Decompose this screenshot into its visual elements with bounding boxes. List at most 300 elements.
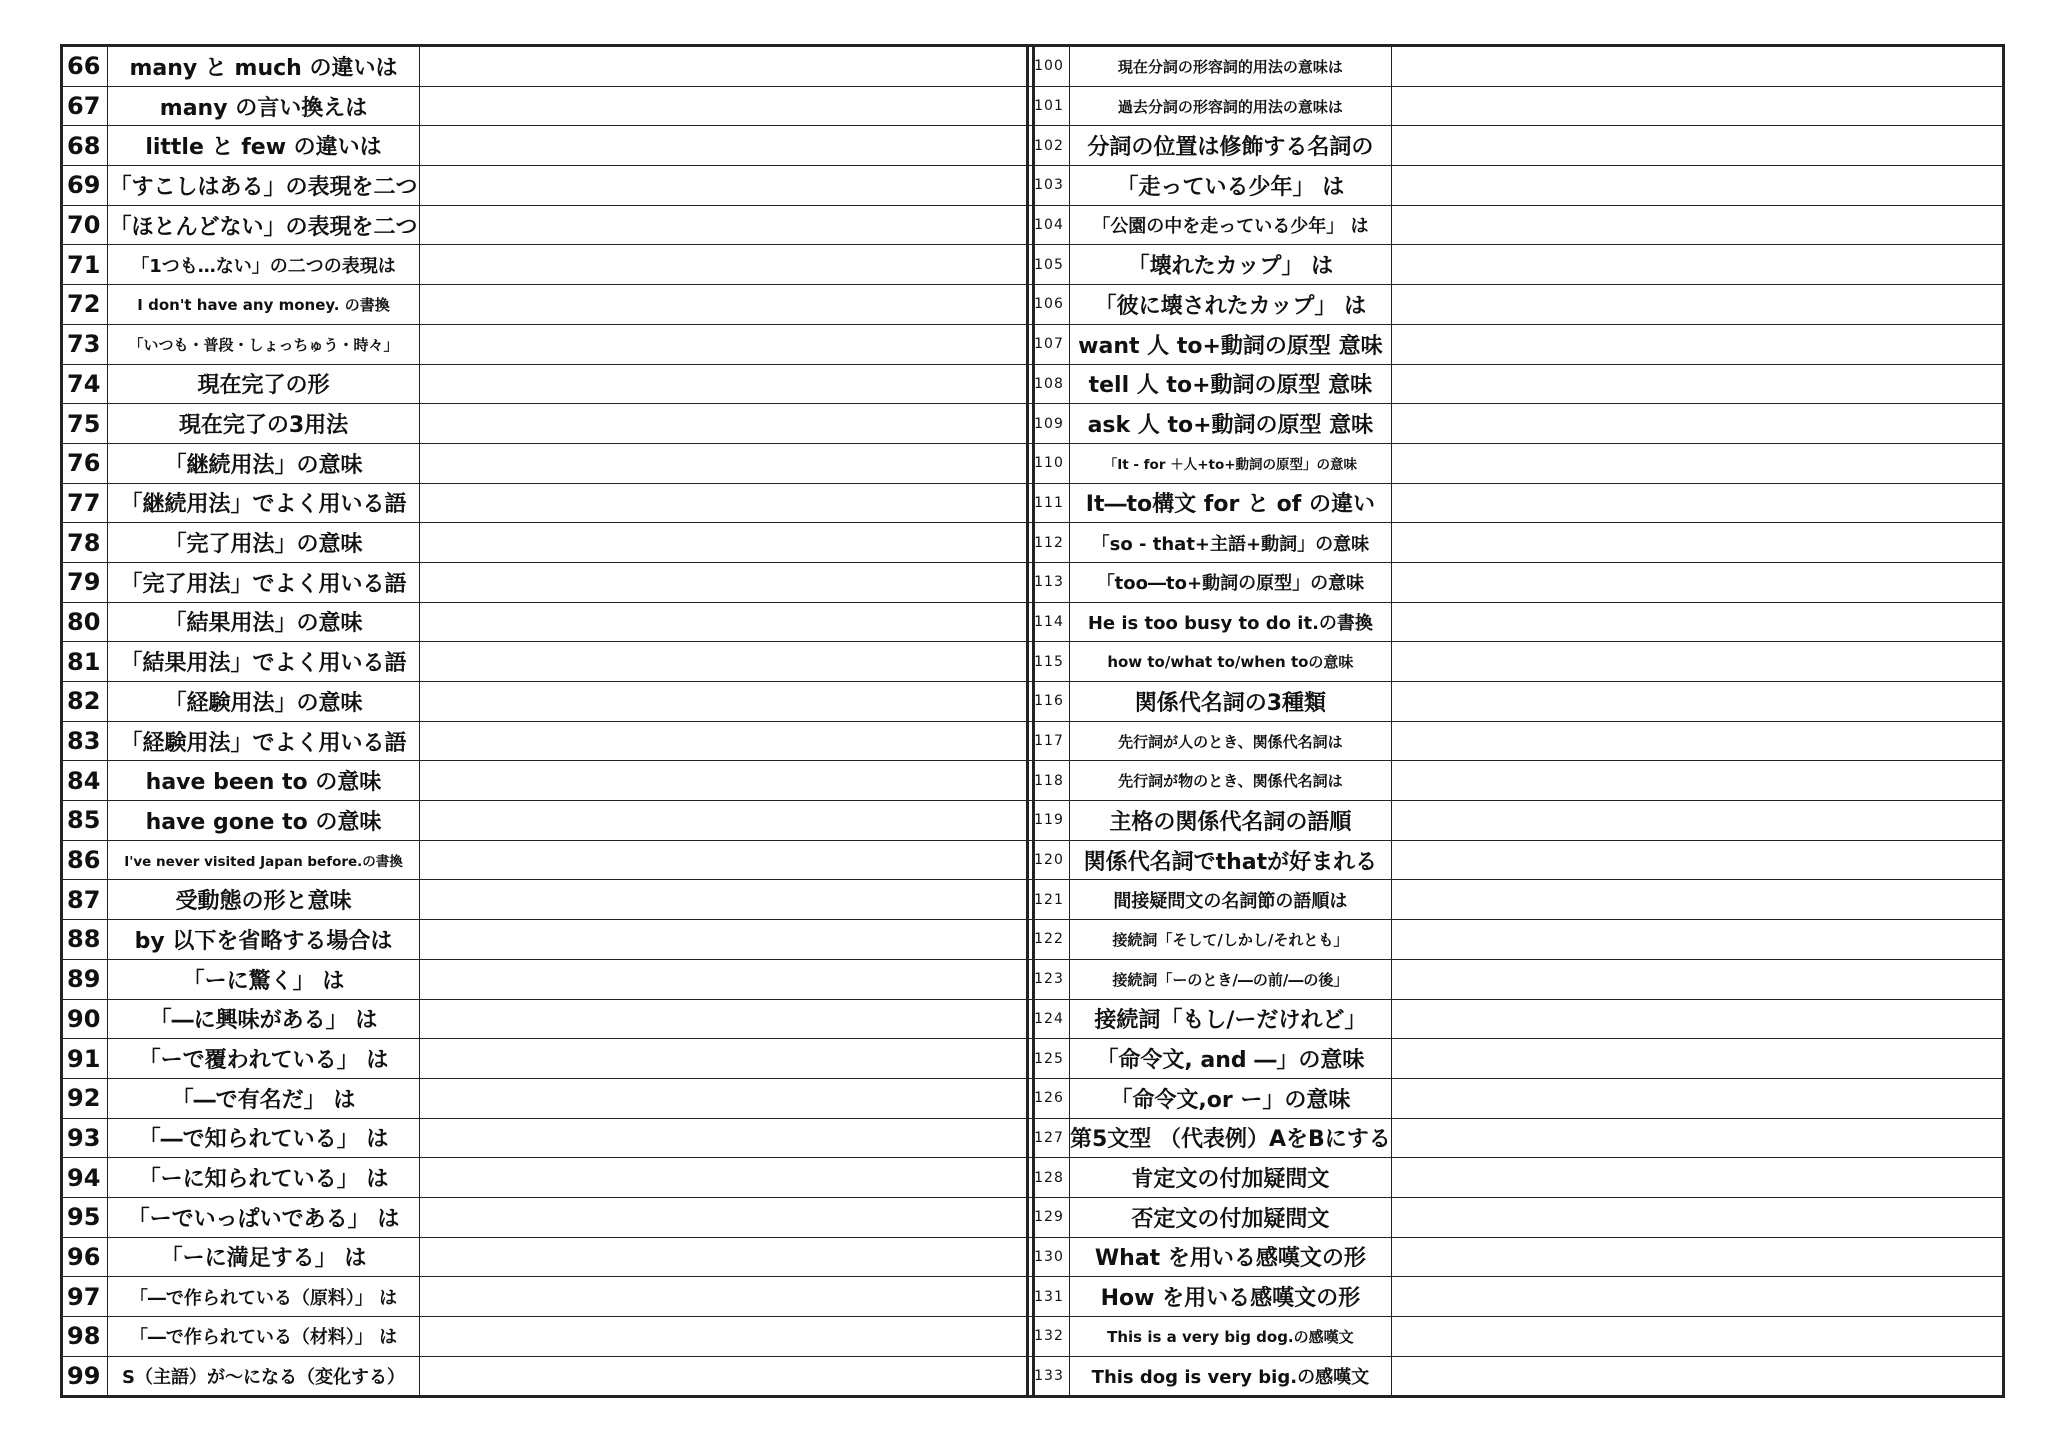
question-text: 「完了用法」でよく用いる語 — [120, 571, 407, 597]
answer-cell[interactable] — [420, 959, 1034, 999]
answer-cell[interactable] — [420, 1237, 1034, 1277]
table-row — [62, 205, 1034, 245]
question-number: 120 — [1028, 840, 1070, 880]
answer-cell[interactable] — [1391, 1237, 2003, 1277]
table-row — [1028, 483, 2004, 523]
question-cell — [1070, 959, 1392, 999]
question-text: 「命令文,or ー」の意味 — [1110, 1087, 1351, 1113]
question-number: 123 — [1028, 959, 1070, 999]
question-cell — [108, 126, 420, 166]
question-cell — [1070, 1277, 1392, 1317]
answer-cell[interactable] — [1391, 404, 2003, 444]
question-cell — [1070, 443, 1392, 483]
question-text: 肯定文の付加疑問文 — [1131, 1167, 1330, 1193]
question-text: 「継続用法」の意味 — [164, 452, 363, 478]
answer-cell[interactable] — [420, 364, 1034, 404]
question-text: 「継続用法」でよく用いる語 — [120, 492, 407, 518]
question-cell — [1070, 1197, 1392, 1237]
question-text: 「―で作られている（材料）」 は — [129, 1327, 398, 1349]
table-row — [62, 46, 1034, 87]
question-cell — [1070, 523, 1392, 563]
question-number: 121 — [1028, 880, 1070, 920]
question-text: how to/what to/when toの意味 — [1107, 653, 1354, 672]
question-cell — [1070, 999, 1392, 1039]
question-text: 接続詞「もし/ーだけれど」 — [1094, 1008, 1367, 1034]
question-number: 70 — [62, 205, 108, 245]
question-number: 73 — [62, 324, 108, 364]
table-row — [62, 880, 1034, 920]
question-number: 106 — [1028, 285, 1070, 325]
question-number: 99 — [62, 1356, 108, 1397]
answer-cell[interactable] — [420, 1317, 1034, 1357]
answer-cell[interactable] — [420, 404, 1034, 444]
answer-cell[interactable] — [1391, 1317, 2003, 1357]
table-row — [1028, 682, 2004, 722]
question-number: 132 — [1028, 1317, 1070, 1357]
question-cell — [1070, 1158, 1392, 1198]
question-text: It―to構文 for と of の違い — [1085, 492, 1375, 518]
question-number: 96 — [62, 1237, 108, 1277]
answer-cell[interactable] — [420, 126, 1034, 166]
table-row — [1028, 245, 2004, 285]
table-row — [62, 364, 1034, 404]
question-cell — [1070, 801, 1392, 841]
question-number: 131 — [1028, 1277, 1070, 1317]
question-cell — [1070, 1118, 1392, 1158]
answer-cell[interactable] — [1391, 642, 2003, 682]
question-number: 77 — [62, 483, 108, 523]
question-number: 74 — [62, 364, 108, 404]
answer-cell[interactable] — [420, 840, 1034, 880]
question-cell — [1070, 1039, 1392, 1079]
question-cell — [108, 443, 420, 483]
question-cell — [1070, 880, 1392, 920]
answer-cell[interactable] — [1391, 562, 2003, 602]
question-cell — [1070, 166, 1392, 206]
question-text: 「ほとんどない」の表現を二つ — [109, 214, 418, 240]
answer-cell[interactable] — [1391, 443, 2003, 483]
left-table-body — [62, 46, 1034, 1397]
answer-cell[interactable] — [1391, 205, 2003, 245]
answer-cell[interactable] — [1391, 880, 2003, 920]
question-text: have been to の意味 — [145, 770, 382, 796]
answer-cell[interactable] — [420, 1197, 1034, 1237]
question-text: 「彼に壊されたカップ」 は — [1094, 293, 1367, 319]
answer-cell[interactable] — [1391, 801, 2003, 841]
question-number: 118 — [1028, 761, 1070, 801]
question-number: 125 — [1028, 1039, 1070, 1079]
answer-cell[interactable] — [1391, 324, 2003, 364]
question-text: many と much の違いは — [129, 55, 398, 81]
answer-cell[interactable] — [1391, 721, 2003, 761]
answer-cell[interactable] — [420, 602, 1034, 642]
table-row — [62, 285, 1034, 325]
question-text: I don't have any money. の書換 — [137, 295, 390, 314]
question-text: I've never visited Japan before.の書換 — [124, 854, 403, 871]
table-row — [1028, 1197, 2004, 1237]
question-cell — [1070, 1356, 1392, 1397]
question-text: 「走っている少年」 は — [1116, 174, 1345, 200]
answer-cell[interactable] — [1391, 86, 2003, 126]
question-cell — [108, 245, 420, 285]
table-row — [1028, 959, 2004, 999]
answer-cell[interactable] — [1391, 1356, 2003, 1397]
table-row — [62, 126, 1034, 166]
answer-cell[interactable] — [1391, 999, 2003, 1039]
question-text: 「―に興味がある」 は — [149, 1008, 378, 1034]
question-text: This is a very big dog.の感嘆文 — [1107, 1327, 1354, 1346]
question-cell — [1070, 483, 1392, 523]
question-cell — [108, 761, 420, 801]
answer-cell[interactable] — [420, 1039, 1034, 1079]
question-text: 「命令文, and ―」の意味 — [1096, 1048, 1365, 1074]
table-row — [1028, 285, 2004, 325]
question-number: 111 — [1028, 483, 1070, 523]
table-row — [1028, 999, 2004, 1039]
question-text: tell 人 to+動詞の原型 意味 — [1088, 373, 1373, 399]
question-text: How を用いる感嘆文の形 — [1100, 1286, 1361, 1312]
table-row — [1028, 840, 2004, 880]
answer-cell[interactable] — [1391, 1039, 2003, 1079]
question-number: 116 — [1028, 682, 1070, 722]
question-number: 102 — [1028, 126, 1070, 166]
table-row — [62, 602, 1034, 642]
question-text: 関係代名詞の3種類 — [1134, 690, 1327, 716]
table-row — [62, 1039, 1034, 1079]
table-row — [62, 1118, 1034, 1158]
question-cell — [108, 999, 420, 1039]
question-text: 「It - for ＋人+to+動詞の原型」の意味 — [1103, 457, 1358, 474]
question-cell — [108, 324, 420, 364]
table-row — [1028, 1317, 2004, 1357]
question-number: 126 — [1028, 1078, 1070, 1118]
question-text: 「1つも…ない」の二つの表現は — [131, 255, 396, 277]
question-number: 108 — [1028, 364, 1070, 404]
table-row — [1028, 1039, 2004, 1079]
question-cell — [108, 602, 420, 642]
question-cell — [1070, 642, 1392, 682]
question-number: 97 — [62, 1277, 108, 1317]
question-cell — [1070, 682, 1392, 722]
question-cell — [108, 166, 420, 206]
question-cell — [108, 721, 420, 761]
answer-cell[interactable] — [1391, 166, 2003, 206]
question-text: 「公園の中を走っている少年」 は — [1092, 216, 1369, 238]
right-table-body — [1028, 46, 2004, 1397]
table-row — [62, 1158, 1034, 1198]
question-cell — [1070, 364, 1392, 404]
table-row — [1028, 86, 2004, 126]
answer-cell[interactable] — [1391, 364, 2003, 404]
table-row — [1028, 1158, 2004, 1198]
question-text: 「結果用法」でよく用いる語 — [120, 651, 407, 677]
table-row — [62, 761, 1034, 801]
table-row — [1028, 801, 2004, 841]
question-number: 128 — [1028, 1158, 1070, 1198]
question-text: 主格の関係代名詞の語順 — [1109, 809, 1352, 835]
question-number: 83 — [62, 721, 108, 761]
question-cell — [108, 364, 420, 404]
question-text: 「―で有名だ」 は — [171, 1087, 356, 1113]
question-text: 「経験用法」でよく用いる語 — [120, 730, 407, 756]
answer-cell[interactable] — [420, 682, 1034, 722]
answer-cell[interactable] — [420, 880, 1034, 920]
question-number: 109 — [1028, 404, 1070, 444]
answer-cell[interactable] — [420, 443, 1034, 483]
answer-cell[interactable] — [420, 562, 1034, 602]
answer-cell[interactable] — [1391, 1197, 2003, 1237]
answer-cell[interactable] — [1391, 602, 2003, 642]
answer-cell[interactable] — [420, 245, 1034, 285]
question-number: 105 — [1028, 245, 1070, 285]
answer-cell[interactable] — [420, 1078, 1034, 1118]
table-row — [1028, 404, 2004, 444]
question-cell — [108, 285, 420, 325]
answer-cell[interactable] — [1391, 1158, 2003, 1198]
answer-cell[interactable] — [420, 86, 1034, 126]
answer-cell[interactable] — [1391, 46, 2003, 87]
question-cell — [108, 1317, 420, 1357]
table-row — [1028, 364, 2004, 404]
answer-cell[interactable] — [1391, 523, 2003, 563]
question-cell — [108, 483, 420, 523]
question-text: 「―で作られている（原料）」 は — [129, 1287, 398, 1309]
question-number: 82 — [62, 682, 108, 722]
table-row — [1028, 443, 2004, 483]
question-text: 接続詞「そして/しかし/それとも」 — [1112, 930, 1349, 949]
question-number: 71 — [62, 245, 108, 285]
question-cell — [108, 840, 420, 880]
table-row — [62, 999, 1034, 1039]
question-text: want 人 to+動詞の原型 意味 — [1078, 333, 1383, 359]
question-cell — [1070, 86, 1392, 126]
table-row — [62, 404, 1034, 444]
table-row — [62, 483, 1034, 523]
question-cell — [108, 682, 420, 722]
table-row — [62, 245, 1034, 285]
table-row — [62, 840, 1034, 880]
answer-cell[interactable] — [420, 801, 1034, 841]
table-row — [1028, 642, 2004, 682]
table-row — [62, 959, 1034, 999]
question-text: 先行詞が物のとき、関係代名詞は — [1118, 772, 1343, 791]
question-number: 93 — [62, 1118, 108, 1158]
question-cell — [1070, 721, 1392, 761]
answer-cell[interactable] — [420, 324, 1034, 364]
answer-cell[interactable] — [1391, 1078, 2003, 1118]
table-row — [1028, 126, 2004, 166]
question-text: 「すこしはある」の表現を二つ — [109, 174, 418, 200]
answer-cell[interactable] — [420, 999, 1034, 1039]
table-row — [1028, 46, 2004, 87]
table-row — [62, 920, 1034, 960]
question-number: 72 — [62, 285, 108, 325]
question-cell — [108, 1118, 420, 1158]
answer-cell[interactable] — [1391, 920, 2003, 960]
table-row — [1028, 166, 2004, 206]
table-row — [1028, 205, 2004, 245]
question-cell — [108, 959, 420, 999]
question-cell — [108, 1237, 420, 1277]
question-number: 69 — [62, 166, 108, 206]
question-text: 過去分詞の形容詞的用法の意味は — [1117, 97, 1343, 116]
answer-cell[interactable] — [1391, 1277, 2003, 1317]
question-cell — [108, 404, 420, 444]
question-number: 92 — [62, 1078, 108, 1118]
question-text: 「いつも・普段・しょっちゅう・時々」 — [128, 335, 399, 354]
question-number: 76 — [62, 443, 108, 483]
question-number: 122 — [1028, 920, 1070, 960]
question-number: 98 — [62, 1317, 108, 1357]
table-row — [62, 801, 1034, 841]
answer-cell[interactable] — [420, 523, 1034, 563]
question-number: 104 — [1028, 205, 1070, 245]
answer-cell[interactable] — [420, 642, 1034, 682]
question-number: 86 — [62, 840, 108, 880]
question-text: 「ーでいっぱいである」 は — [127, 1206, 400, 1232]
question-text: 受動態の形と意味 — [175, 889, 352, 915]
table-row — [1028, 562, 2004, 602]
answer-cell[interactable] — [1391, 285, 2003, 325]
question-number: 89 — [62, 959, 108, 999]
question-text: 否定文の付加疑問文 — [1131, 1206, 1330, 1232]
table-row — [62, 166, 1034, 206]
table-row — [62, 1078, 1034, 1118]
question-text: 現在完了の形 — [197, 373, 330, 399]
answer-cell[interactable] — [1391, 245, 2003, 285]
question-text: 間接疑問文の名詞節の語順は — [1113, 890, 1348, 912]
right-question-table — [1026, 44, 2005, 1398]
answer-cell[interactable] — [1391, 483, 2003, 523]
table-row — [62, 86, 1034, 126]
answer-cell[interactable] — [420, 166, 1034, 206]
question-text: have gone to の意味 — [145, 809, 382, 835]
answer-cell[interactable] — [1391, 840, 2003, 880]
question-cell — [108, 562, 420, 602]
question-cell — [108, 86, 420, 126]
question-cell — [1070, 761, 1392, 801]
answer-cell[interactable] — [1391, 682, 2003, 722]
question-text: 「壊れたカップ」 は — [1127, 254, 1334, 280]
question-number: 67 — [62, 86, 108, 126]
question-cell — [108, 1356, 420, 1397]
question-cell — [108, 880, 420, 920]
question-number: 94 — [62, 1158, 108, 1198]
table-row — [1028, 880, 2004, 920]
question-cell — [108, 1039, 420, 1079]
table-row — [1028, 1078, 2004, 1118]
question-number: 112 — [1028, 523, 1070, 563]
question-number: 66 — [62, 46, 108, 87]
answer-cell[interactable] — [420, 1158, 1034, 1198]
question-number: 78 — [62, 523, 108, 563]
answer-cell[interactable] — [1391, 126, 2003, 166]
question-text: 「―で知られている」 は — [138, 1127, 389, 1153]
answer-cell[interactable] — [420, 920, 1034, 960]
question-text: 「ーに驚く」 は — [182, 968, 345, 994]
question-cell — [108, 1078, 420, 1118]
question-cell — [1070, 324, 1392, 364]
question-number: 91 — [62, 1039, 108, 1079]
table-row — [1028, 602, 2004, 642]
question-cell — [1070, 245, 1392, 285]
answer-cell[interactable] — [1391, 1118, 2003, 1158]
question-number: 100 — [1028, 46, 1070, 87]
question-number: 107 — [1028, 324, 1070, 364]
question-text: many の言い換えは — [159, 95, 368, 121]
table-row — [62, 1197, 1034, 1237]
table-row — [1028, 523, 2004, 563]
question-text: 「経験用法」の意味 — [164, 690, 363, 716]
question-cell — [108, 920, 420, 960]
question-text: 先行詞が人のとき、関係代名詞は — [1118, 732, 1343, 751]
table-row — [1028, 920, 2004, 960]
answer-cell[interactable] — [1391, 761, 2003, 801]
question-text: 関係代名詞でthatが好まれる — [1083, 849, 1378, 875]
answer-cell[interactable] — [420, 761, 1034, 801]
answer-cell[interactable] — [420, 46, 1034, 87]
table-row — [62, 523, 1034, 563]
question-number: 129 — [1028, 1197, 1070, 1237]
question-cell — [108, 46, 420, 87]
table-row — [1028, 1118, 2004, 1158]
question-text: 「完了用法」の意味 — [164, 532, 363, 558]
question-number: 101 — [1028, 86, 1070, 126]
table-row — [1028, 761, 2004, 801]
question-number: 75 — [62, 404, 108, 444]
question-number: 90 — [62, 999, 108, 1039]
question-text: ask 人 to+動詞の原型 意味 — [1087, 413, 1374, 439]
question-cell — [1070, 562, 1392, 602]
question-text: 現在完了の3用法 — [178, 413, 349, 439]
answer-cell[interactable] — [420, 1356, 1034, 1397]
answer-cell[interactable] — [420, 721, 1034, 761]
answer-cell[interactable] — [420, 285, 1034, 325]
table-row — [1028, 1237, 2004, 1277]
question-cell — [1070, 126, 1392, 166]
question-number: 84 — [62, 761, 108, 801]
answer-cell[interactable] — [420, 483, 1034, 523]
table-row — [62, 1356, 1034, 1397]
question-text: 「ーで覆われている」 は — [138, 1048, 389, 1074]
table-row — [1028, 1356, 2004, 1397]
answer-cell[interactable] — [1391, 959, 2003, 999]
question-number: 113 — [1028, 562, 1070, 602]
question-cell — [108, 523, 420, 563]
table-row — [1028, 1277, 2004, 1317]
table-row — [1028, 324, 2004, 364]
answer-cell[interactable] — [420, 1118, 1034, 1158]
question-cell — [108, 205, 420, 245]
question-number: 117 — [1028, 721, 1070, 761]
question-cell — [108, 642, 420, 682]
question-number: 133 — [1028, 1356, 1070, 1397]
question-number: 80 — [62, 602, 108, 642]
question-text: He is too busy to do it.の書換 — [1087, 612, 1373, 634]
question-number: 114 — [1028, 602, 1070, 642]
question-text: 分詞の位置は修飾する名詞の — [1087, 135, 1374, 161]
question-number: 88 — [62, 920, 108, 960]
table-row — [62, 562, 1034, 602]
table-row — [62, 642, 1034, 682]
question-number: 68 — [62, 126, 108, 166]
answer-cell[interactable] — [420, 1277, 1034, 1317]
question-cell — [1070, 920, 1392, 960]
question-text: 「ーに知られている」 は — [138, 1167, 389, 1193]
question-text: 接続詞「ーのとき/―の前/―の後」 — [1112, 970, 1349, 989]
answer-cell[interactable] — [420, 205, 1034, 245]
question-cell — [1070, 46, 1392, 87]
